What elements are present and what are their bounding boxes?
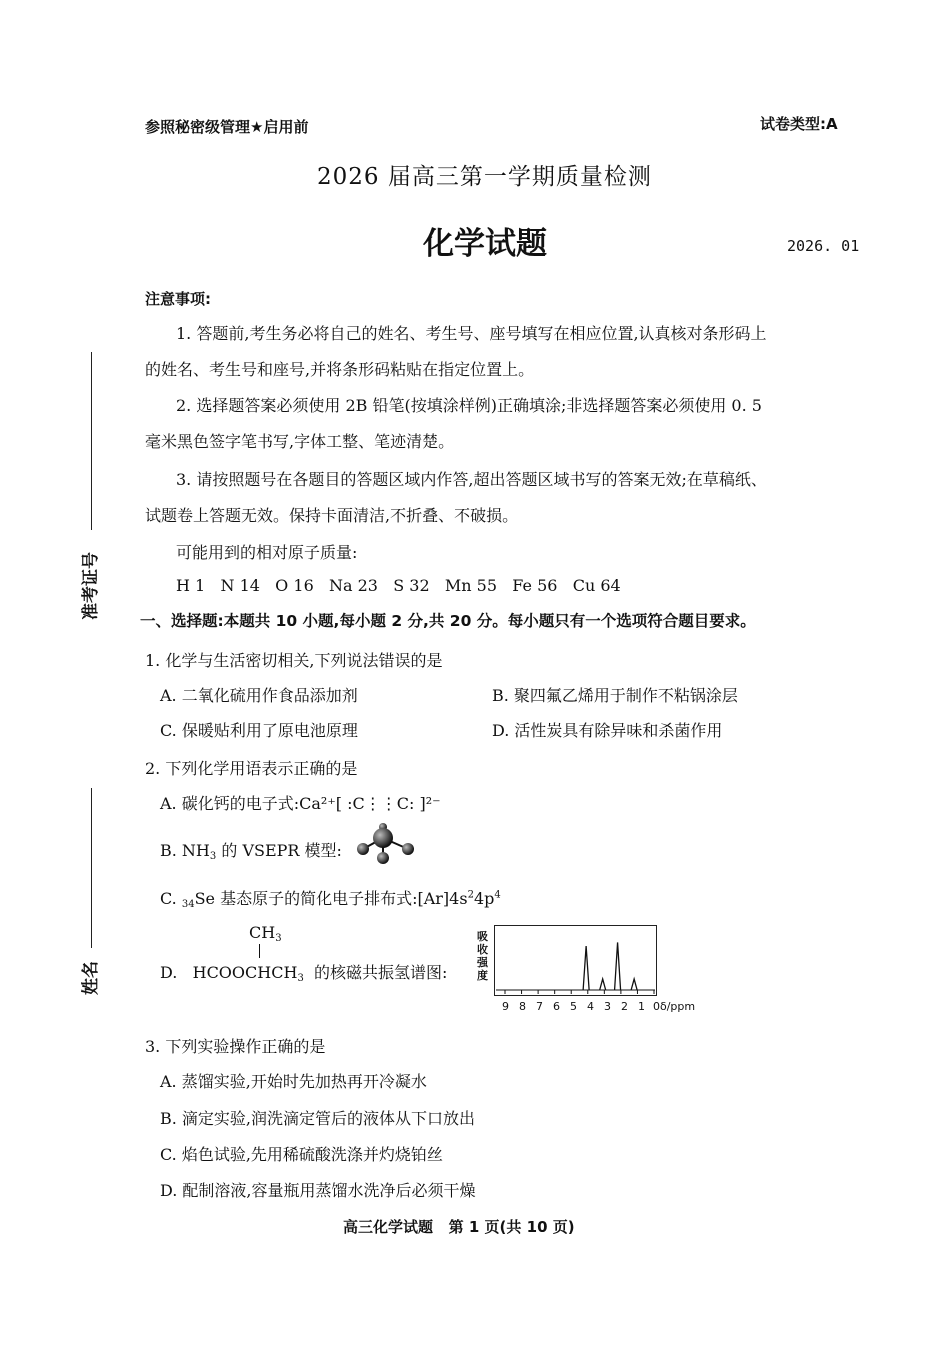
q2-d-formula: HCOOCHCH	[192, 963, 298, 982]
nmr-xtick: 2	[621, 1000, 628, 1013]
q3-option-c: C. 焰色试验,先用稀硫酸洗涤并灼烧铂丝	[160, 1145, 443, 1164]
q2-option-b	[160, 838, 342, 862]
exam-date: 2026. 01	[787, 237, 860, 255]
candidate-no-line	[91, 352, 92, 530]
q3-option-b: B. 滴定实验,润洗滴定管后的液体从下口放出	[160, 1109, 476, 1128]
notice-item1-line1: 1. 答题前,考生务必将自己的姓名、考生号、座号填写在相应位置,认真核对条形码上	[176, 324, 767, 343]
q3-option-d: D. 配制溶液,容量瓶用蒸馏水洗净后必须干燥	[160, 1181, 476, 1200]
secrecy-label: 参照秘密级管理★启用前	[145, 118, 309, 136]
nmr-xtick: 1	[638, 1000, 645, 1013]
q2-d-branch	[249, 923, 282, 944]
nmr-xtick: 0	[653, 1000, 660, 1013]
nmr-xtick: 3	[604, 1000, 611, 1013]
notice-item1-line2: 的姓名、考生号和座号,并将条形码粘贴在指定位置上。	[145, 360, 535, 379]
notice-item3-line2: 试题卷上答题无效。保持卡面清洁,不折叠、不破损。	[145, 506, 519, 525]
subject-title: 化学试题	[423, 226, 547, 262]
nmr-ylabel-char: 收	[477, 943, 488, 956]
paper-type-label: 试卷类型:A	[760, 115, 838, 133]
nmr-chart	[494, 925, 657, 996]
q2-option-d	[160, 960, 447, 984]
q1-option-b: B. 聚四氟乙烯用于制作不粘锅涂层	[492, 686, 738, 705]
notice-item2-line1: 2. 选择题答案必须使用 2B 铅笔(按填涂样例)正确填涂;非选择题答案必须使用 0. 5	[176, 396, 762, 415]
section1-heading: 一、选择题:本题共 10 小题,每小题 2 分,共 20 分。每小题只有一个选项符合题目要求。	[140, 612, 756, 630]
q2-option-a	[160, 791, 441, 814]
nmr-xtick: 5	[570, 1000, 577, 1013]
nmr-peak	[583, 946, 589, 990]
notice-item3-line1: 3. 请按照题号在各题目的答题区域内作答,超出答题区域书写的答案无效;在草稿纸、	[176, 470, 767, 489]
q2-d-branch-sub: 3	[275, 933, 282, 944]
nmr-ylabel-char: 吸	[477, 930, 488, 943]
nmr-ylabel	[477, 930, 491, 982]
name-line	[91, 788, 92, 948]
q2-c-sup2: 4	[494, 889, 501, 901]
atomic-mass-list: H 1 N 14 O 16 Na 23 S 32 Mn 55 Fe 56 Cu 64	[176, 576, 621, 595]
q3-stem: 3. 下列实验操作正确的是	[145, 1037, 326, 1056]
q2-d-suffix: 的核磁共振氢谱图:	[313, 963, 448, 982]
q2-b-suffix: 的 VSEPR 模型:	[216, 841, 342, 860]
q2-d-bond	[259, 944, 260, 958]
nmr-peak	[615, 942, 621, 990]
q3-option-a: A. 蒸馏实验,开始时先加热再开冷凝水	[160, 1072, 427, 1091]
q2-a-formula: Ca²⁺[ :C⋮⋮C: ]²⁻	[299, 794, 441, 813]
nmr-xunit: δ/ppm	[660, 1000, 696, 1013]
q2-d-branch-ch: CH	[249, 923, 276, 942]
nmr-xtick: 8	[519, 1000, 526, 1013]
q2-b-sub: 3	[209, 851, 217, 862]
q2-d-formula-sub: 3	[297, 973, 304, 984]
nmr-peak	[600, 979, 606, 990]
q1-stem: 1. 化学与生活密切相关,下列说法错误的是	[145, 651, 443, 670]
atomic-mass-heading: 可能用到的相对原子质量:	[176, 543, 358, 562]
nmr-ylabel-char: 度	[477, 969, 488, 982]
candidate-no-label: 准考证号	[81, 552, 101, 620]
q2-d-prefix: D.	[160, 963, 178, 982]
q2-c-mid2: 4p	[473, 889, 495, 908]
q2-c-sup1: 2	[467, 889, 474, 901]
name-label: 姓名	[81, 961, 101, 995]
q2-a-prefix: A. 碳化钙的电子式:	[160, 794, 300, 813]
vsepr-model-icon	[353, 823, 419, 865]
nmr-ylabel-char: 强	[477, 956, 488, 969]
notice-heading: 注意事项:	[145, 290, 211, 308]
q2-b-prefix: B. NH	[160, 841, 210, 860]
q2-option-c	[160, 886, 501, 910]
q1-option-c: C. 保暖贴利用了原电池原理	[160, 721, 358, 740]
exam-title: 2026 届高三第一学期质量检测	[317, 164, 652, 190]
nmr-xtick: 9	[502, 1000, 509, 1013]
nmr-xtick: 4	[587, 1000, 594, 1013]
nmr-peak	[631, 979, 637, 990]
nmr-xtick: 7	[536, 1000, 543, 1013]
q2-stem: 2. 下列化学用语表示正确的是	[145, 759, 358, 778]
page-footer: 高三化学试题 第 1 页(共 10 页)	[343, 1218, 575, 1236]
q2-c-mid: Se 基态原子的简化电子排布式:[Ar]4s	[194, 889, 468, 908]
q2-c-sub: 34	[181, 899, 195, 910]
q2-c-prefix: C.	[160, 889, 182, 908]
q1-option-d: D. 活性炭具有除异味和杀菌作用	[492, 721, 723, 740]
nmr-xtick: 6	[553, 1000, 560, 1013]
notice-item2-line2: 毫米黑色签字笔书写,字体工整、笔迹清楚。	[145, 432, 455, 451]
q1-option-a: A. 二氧化硫用作食品添加剂	[160, 686, 358, 705]
